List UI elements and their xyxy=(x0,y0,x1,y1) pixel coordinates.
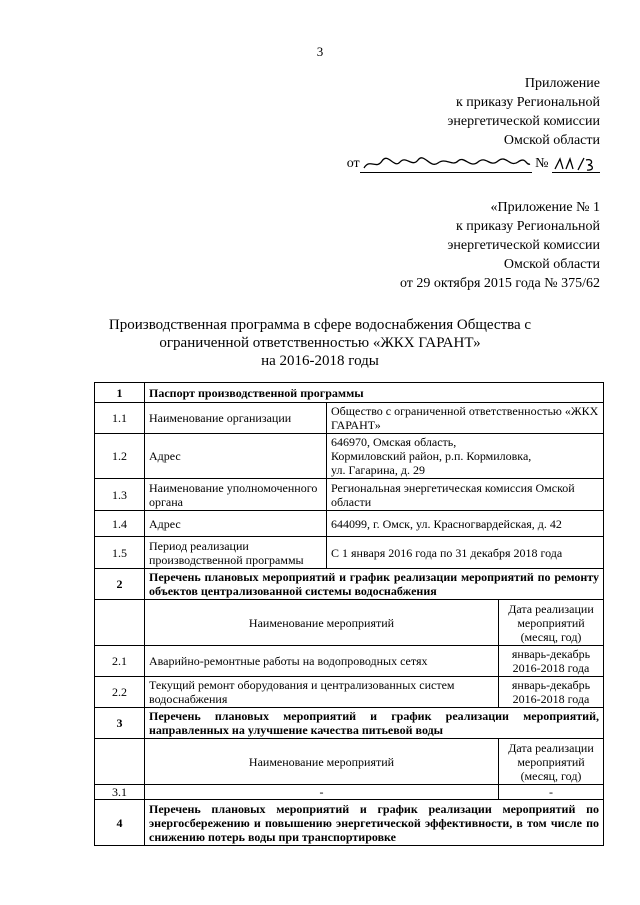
section-title: Перечень плановых мероприятий и график реализации мероприятий, направленных на улучшение качества питьевой воды xyxy=(145,708,604,739)
activity-date: январь-декабрь 2016-2018 года xyxy=(499,677,604,708)
row-number: 1.2 xyxy=(95,434,145,479)
subheader-row xyxy=(95,739,604,785)
appendix-line-4: Омской области xyxy=(503,133,600,148)
number-sign: № xyxy=(535,156,549,171)
appendix-ref-line-2: к приказу Региональной xyxy=(455,219,600,234)
activity-date: январь-декабрь 2016-2018 года xyxy=(499,646,604,677)
appendix-date-line xyxy=(347,154,600,173)
section-number: 2 xyxy=(95,569,145,600)
address-line-2: Кормиловский район, р.п. Кормиловка, xyxy=(331,449,532,463)
column-header-name: Наименование мероприятий xyxy=(145,739,499,785)
row-number: 3.1 xyxy=(95,785,145,800)
table-row xyxy=(95,403,604,434)
handwritten-number xyxy=(552,156,600,173)
appendix-line-2: к приказу Региональной xyxy=(455,95,600,110)
page-number: 3 xyxy=(316,44,324,59)
appendix-line-1: Приложение xyxy=(524,76,600,91)
row-label: Наименование организации xyxy=(145,403,327,434)
table-row xyxy=(95,479,604,511)
subheader-row xyxy=(95,600,604,646)
appendix-ref-line-5: от 29 октября 2015 года № 375/62 xyxy=(399,276,600,291)
date-prefix: от xyxy=(346,156,360,171)
row-number: 2.2 xyxy=(95,677,145,708)
row-label: Адрес xyxy=(145,511,327,537)
row-number: 2.1 xyxy=(95,646,145,677)
empty-cell xyxy=(95,600,145,646)
empty-cell xyxy=(95,739,145,785)
section-2-row xyxy=(95,569,604,600)
section-number: 4 xyxy=(95,800,145,846)
appendix-ref-line-4: Омской области xyxy=(503,257,600,272)
column-header-date: Дата реализации мероприятий (месяц, год) xyxy=(499,739,604,785)
title-line-1: Производственная программа в сфере водоснабжения Общества с xyxy=(108,317,532,333)
section-number: 3 xyxy=(95,708,145,739)
appendix-header xyxy=(347,74,600,173)
row-value: 644099, г. Омск, ул. Красногвардейская, д. 42 xyxy=(327,511,604,537)
row-label: Адрес xyxy=(145,434,327,479)
table-row xyxy=(95,511,604,537)
activity-name: - xyxy=(145,785,499,800)
table-row xyxy=(95,434,604,479)
row-number: 1.5 xyxy=(95,537,145,569)
section-1-row xyxy=(95,383,604,403)
section-number: 1 xyxy=(95,383,145,403)
column-header-name: Наименование мероприятий xyxy=(145,600,499,646)
table-row xyxy=(95,785,604,800)
section-title: Перечень плановых мероприятий и график реализации мероприятий по ремонту объектов централизованной системы водоснабжения xyxy=(145,569,604,600)
row-value: С 1 января 2016 года по 31 декабря 2018 года xyxy=(327,537,604,569)
column-header-date: Дата реализации мероприятий (месяц, год) xyxy=(499,600,604,646)
row-value: Общество с ограниченной ответственностью «ЖКХ ГАРАНТ» xyxy=(327,403,604,434)
title-line-2: ограниченной ответственностью «ЖКХ ГАРАНТ» xyxy=(159,335,481,351)
section-3-row xyxy=(95,708,604,739)
appendix-reference xyxy=(400,198,600,293)
table-row xyxy=(95,677,604,708)
address-line-3: ул. Гагарина, д. 29 xyxy=(331,463,425,477)
section-title: Перечень плановых мероприятий и график реализации мероприятий по энергосбережению и повышению энергетической эффективности, в том числе по снижению потерь воды при транспортировке xyxy=(145,800,604,846)
row-number: 1.1 xyxy=(95,403,145,434)
handwritten-date xyxy=(360,156,532,173)
row-value: Региональная энергетическая комиссия Омской области xyxy=(327,479,604,511)
row-label: Наименование уполномоченного органа xyxy=(145,479,327,511)
section-title: Паспорт производственной программы xyxy=(145,383,604,403)
section-4-row xyxy=(95,800,604,846)
address-line-1: 646970, Омская область, xyxy=(331,435,457,449)
table-row xyxy=(95,537,604,569)
title-line-3: на 2016-2018 годы xyxy=(261,353,379,369)
table-row xyxy=(95,646,604,677)
activity-name: Текущий ремонт оборудования и централизованных систем водоснабжения xyxy=(145,677,499,708)
row-number: 1.3 xyxy=(95,479,145,511)
program-table xyxy=(94,382,604,846)
row-value xyxy=(327,434,604,479)
row-label: Период реализации производственной программы xyxy=(145,537,327,569)
activity-name: Аварийно-ремонтные работы на водопроводных сетях xyxy=(145,646,499,677)
appendix-ref-line-3: энергетической комиссии xyxy=(447,238,600,253)
appendix-ref-line-1: «Приложение № 1 xyxy=(490,200,600,215)
appendix-line-3: энергетической комиссии xyxy=(447,114,600,129)
row-number: 1.4 xyxy=(95,511,145,537)
document-title xyxy=(80,316,560,370)
activity-date: - xyxy=(499,785,604,800)
